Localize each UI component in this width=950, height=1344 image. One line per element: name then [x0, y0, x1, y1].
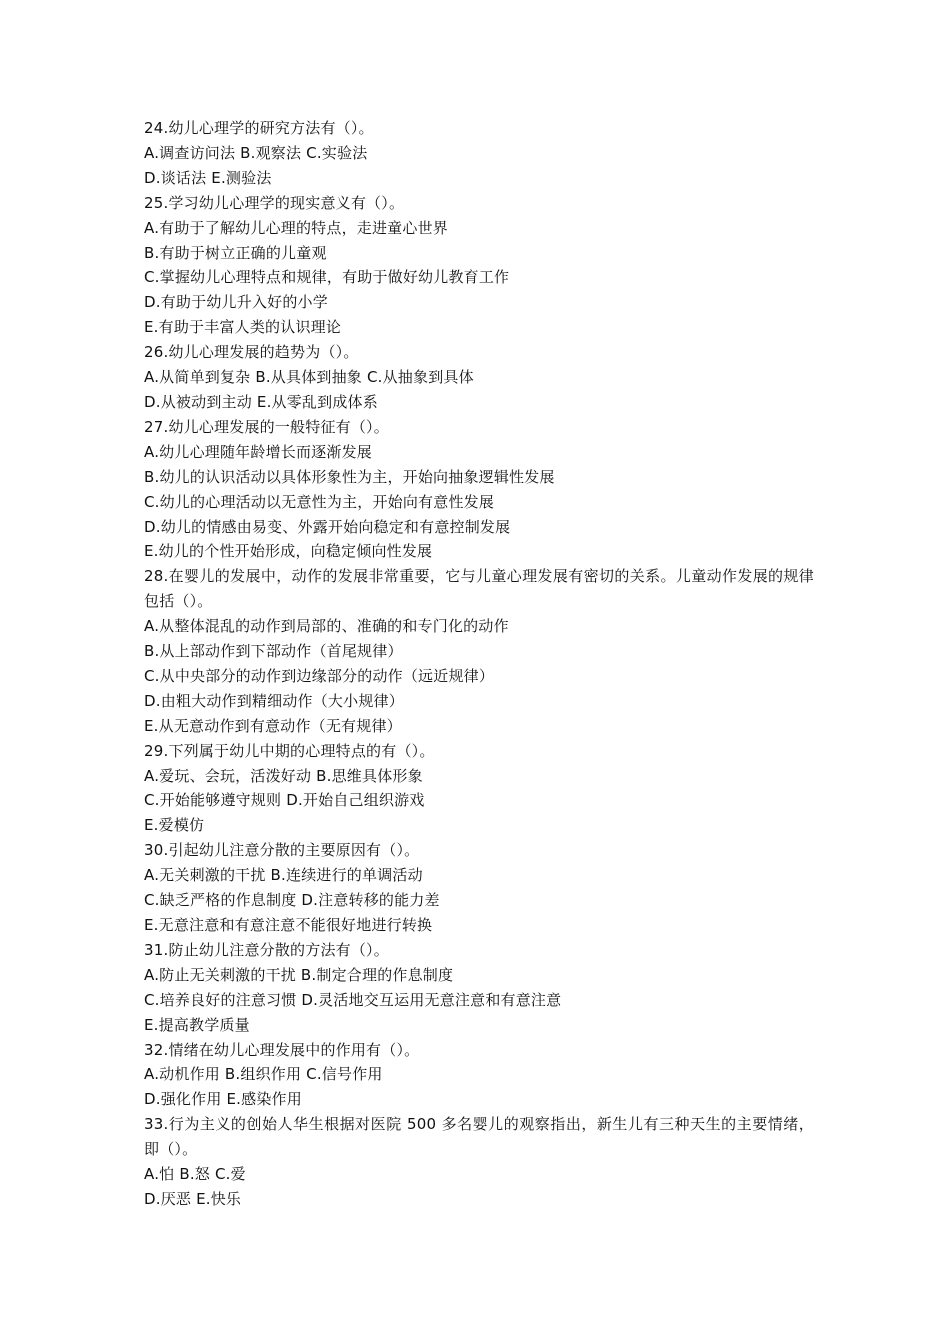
option-text: A.调查访问法 B.观察法 C.实验法	[144, 143, 368, 162]
option-text: A.怕 B.怒 C.爱	[144, 1165, 246, 1184]
question-text: 24.幼儿心理学的研究方法有（）。	[144, 119, 374, 137]
option-text: D.厌恶 E.快乐	[144, 1189, 242, 1208]
document-body	[144, 116, 814, 1212]
option-text: C.开始能够遵守规则 D.开始自己组织游戏	[144, 791, 425, 810]
option-text: B.从上部动作到下部动作（首尾规律）	[144, 642, 403, 661]
option-text: A.无关刺激的干扰 B.连续进行的单调活动	[144, 866, 423, 885]
option-text: E.提高教学质量	[144, 1015, 250, 1034]
question-text: 28.在婴儿的发展中，动作的发展非常重要，它与儿童心理发展有密切的关系。儿童动作发展的规律包括（）。	[144, 567, 814, 611]
option-text: C.幼儿的心理活动以无意性为主，开始向有意性发展	[144, 492, 495, 511]
option-text: C.培养良好的注意习惯 D.灵活地交互运用无意注意和有意注意	[144, 990, 562, 1009]
option-text: E.有助于丰富人类的认识理论	[144, 318, 342, 337]
option-text: D.谈话法 E.测验法	[144, 168, 272, 187]
option-text: E.无意注意和有意注意不能很好地进行转换	[144, 916, 433, 934]
option-text: C.缺乏严格的作息制度 D.注意转移的能力差	[144, 891, 440, 910]
option-text: D.强化作用 E.感染作用	[144, 1090, 302, 1109]
question-text: 27.幼儿心理发展的一般特征有（）。	[144, 417, 389, 436]
question-text: 29.下列属于幼儿中期的心理特点的有（）。	[144, 741, 435, 760]
option-text: A.从整体混乱的动作到局部的、准确的和专门化的动作	[144, 617, 509, 636]
option-text: E.从无意动作到有意动作（无有规律）	[144, 716, 402, 735]
option-text: D.幼儿的情感由易变、外露开始向稳定和有意控制发展	[144, 517, 511, 536]
question-text: 31.防止幼儿注意分散的方法有（）。	[144, 940, 389, 959]
option-text: A.有助于了解幼儿心理的特点，走进童心世界	[144, 218, 448, 237]
question-text: 32.情绪在幼儿心理发展中的作用有（）。	[144, 1040, 420, 1059]
option-text: E.爱模仿	[144, 816, 205, 835]
option-text: A.幼儿心理随年龄增长而逐渐发展	[144, 442, 372, 461]
option-text: A.爱玩、会玩，活泼好动 B.思维具体形象	[144, 766, 423, 785]
option-text: A.防止无关刺激的干扰 B.制定合理的作息制度	[144, 965, 454, 984]
option-text: C.掌握幼儿心理特点和规律，有助于做好幼儿教育工作	[144, 268, 510, 287]
question-text: 33.行为主义的创始人华生根据对医院 500 多名婴儿的观察指出，新生儿有三种天生的主要情绪，即（）。	[144, 1115, 814, 1159]
question-text: 26.幼儿心理发展的趋势为（）。	[144, 343, 359, 362]
question-text: 30.引起幼儿注意分散的主要原因有（）。	[144, 841, 420, 860]
option-text: B.幼儿的认识活动以具体形象性为主，开始向抽象逻辑性发展	[144, 467, 555, 486]
option-text: E.幼儿的个性开始形成，向稳定倾向性发展	[144, 542, 433, 561]
option-text: C.从中央部分的动作到边缘部分的动作（远近规律）	[144, 666, 495, 685]
question-text: 25.学习幼儿心理学的现实意义有（）。	[144, 193, 405, 212]
option-text: D.有助于幼儿升入好的小学	[144, 293, 328, 312]
option-text: B.有助于树立正确的儿童观	[144, 243, 327, 262]
option-text: A.从简单到复杂 B.从具体到抽象 C.从抽象到具体	[144, 368, 474, 387]
option-text: A.动机作用 B.组织作用 C.信号作用	[144, 1065, 383, 1084]
option-text: D.从被动到主动 E.从零乱到成体系	[144, 392, 378, 411]
option-text: D.由粗大动作到精细动作（大小规律）	[144, 691, 404, 710]
